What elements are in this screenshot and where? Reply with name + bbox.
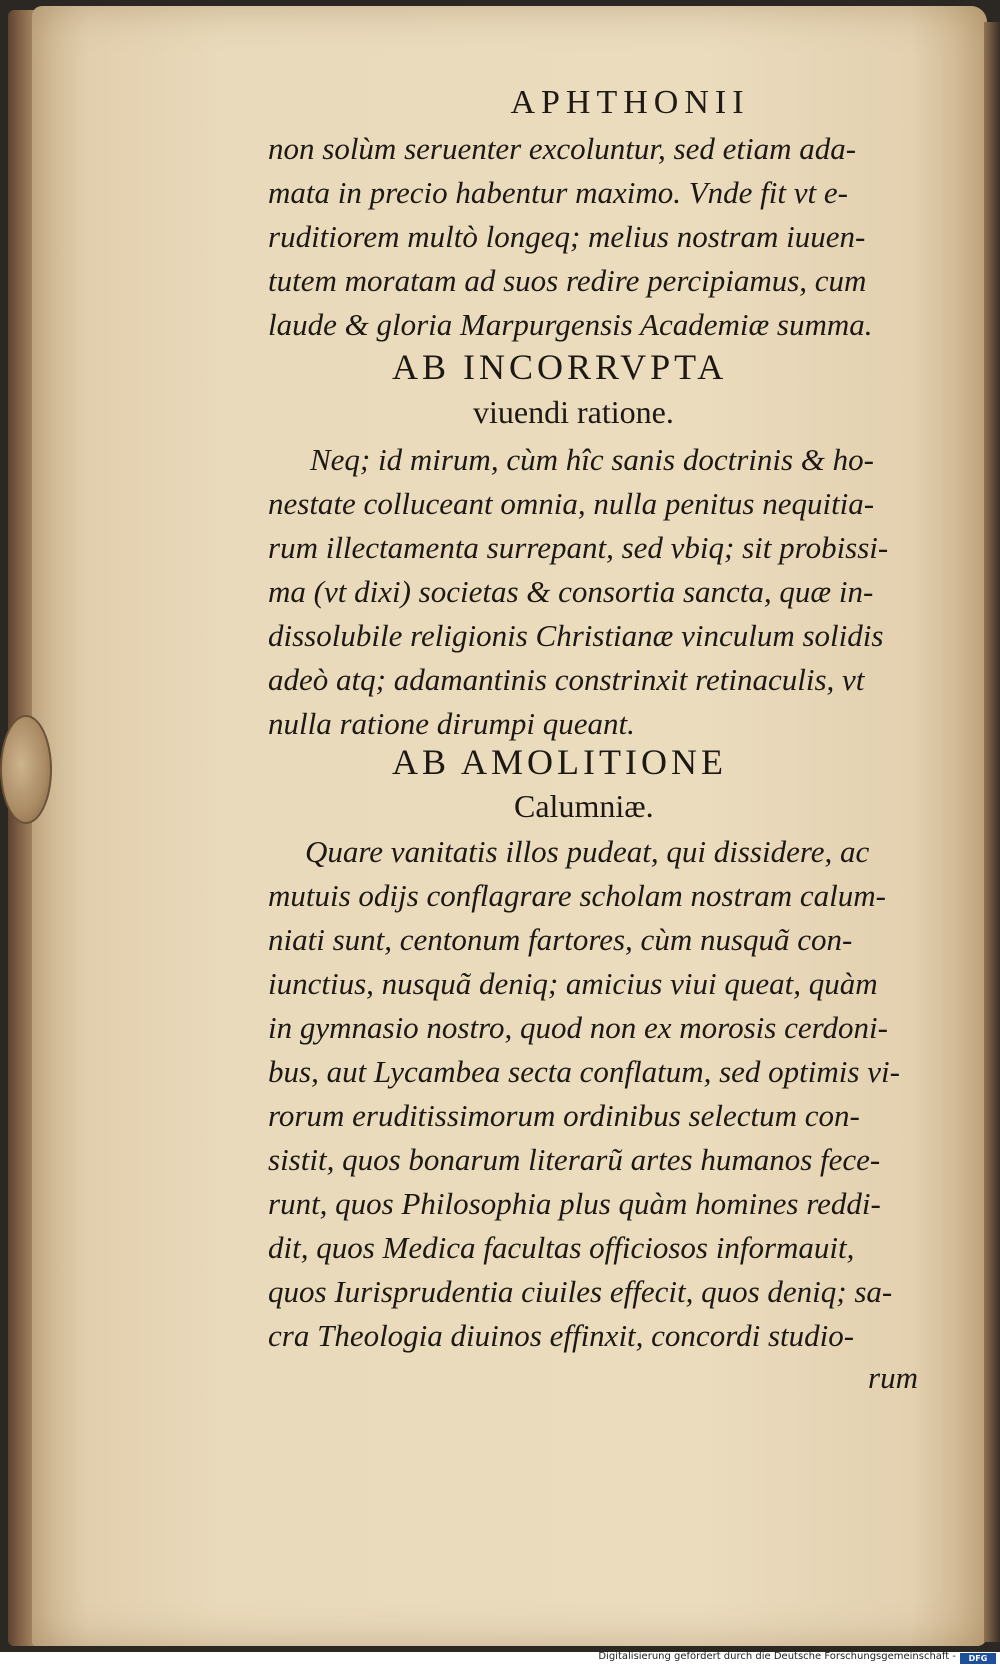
- section-heading: AB AMOLITIONE: [392, 742, 727, 782]
- text-line: quos Iurisprudentia ciuiles effecit, quos deniq; sa-: [268, 1274, 893, 1309]
- text-line: iunctius, nusquã deniq; amicius viui queat, quàm: [268, 966, 878, 1001]
- text-line: in gymnasio nostro, quod non ex morosis cerdoni-: [268, 1010, 888, 1045]
- text-line: rum illectamenta surrepant, sed vbiq; sit probissi-: [268, 530, 889, 565]
- footer-bar: [0, 1652, 1000, 1665]
- text-line: rorum eruditissimorum ordinibus selectum con-: [268, 1098, 860, 1133]
- text-line: mata in precio habentur maximo. Vnde fit vt e-: [268, 175, 848, 210]
- section-subheading: Calumniæ.: [514, 788, 654, 824]
- section-subheading: viuendi ratione.: [473, 394, 674, 430]
- text-line: dissolubile religionis Christianæ vinculum solidis: [268, 618, 884, 653]
- book-clasp: [0, 715, 52, 824]
- text-line: laude & gloria Marpurgensis Academiæ summa.: [268, 307, 873, 342]
- dfg-logo: DFG: [960, 1653, 996, 1664]
- text-line: mutuis odijs conflagrare scholam nostram calum-: [268, 878, 886, 913]
- binding-edge: [984, 22, 1000, 1642]
- text-line: sistit, quos bonarum literarũ artes humanos fece-: [268, 1142, 881, 1177]
- text-line: cra Theologia diuinos effinxit, concordi studio-: [268, 1318, 855, 1353]
- text-line: tutem moratam ad suos redire percipiamus, cum: [268, 263, 867, 298]
- footer-credit: Digitalisierung gefördert durch die Deutsche Forschungsgemeinschaft -: [598, 1651, 956, 1662]
- text-line: dit, quos Medica facultas officiosos informauit,: [268, 1230, 855, 1265]
- catchword: rum: [868, 1360, 918, 1395]
- text-line: nulla ratione dirumpi queant.: [268, 706, 635, 741]
- text-line: ruditiorem multò longeq; melius nostram iuuen-: [268, 219, 866, 254]
- text-line: Quare vanitatis illos pudeat, qui dissidere, ac: [305, 834, 870, 869]
- text-line: Neq; id mirum, cùm hîc sanis doctrinis & ho-: [310, 442, 874, 477]
- text-line: ma (vt dixi) societas & consortia sancta, quæ in-: [268, 574, 874, 609]
- running-head: APHTHONII: [510, 84, 750, 121]
- text-line: bus, aut Lycambea secta conflatum, sed optimis vi-: [268, 1054, 900, 1089]
- text-line: nestate colluceant omnia, nulla penitus nequitia-: [268, 486, 875, 521]
- text-line: runt, quos Philosophia plus quàm homines reddi-: [268, 1186, 881, 1221]
- text-line: adeò atq; adamantinis constrinxit retinaculis, vt: [268, 662, 865, 697]
- text-line: niati sunt, centonum fartores, cùm nusquã con-: [268, 922, 853, 957]
- section-heading: AB INCORRVPTA: [392, 347, 728, 387]
- text-line: non solùm seruenter excoluntur, sed etiam ada-: [268, 131, 857, 166]
